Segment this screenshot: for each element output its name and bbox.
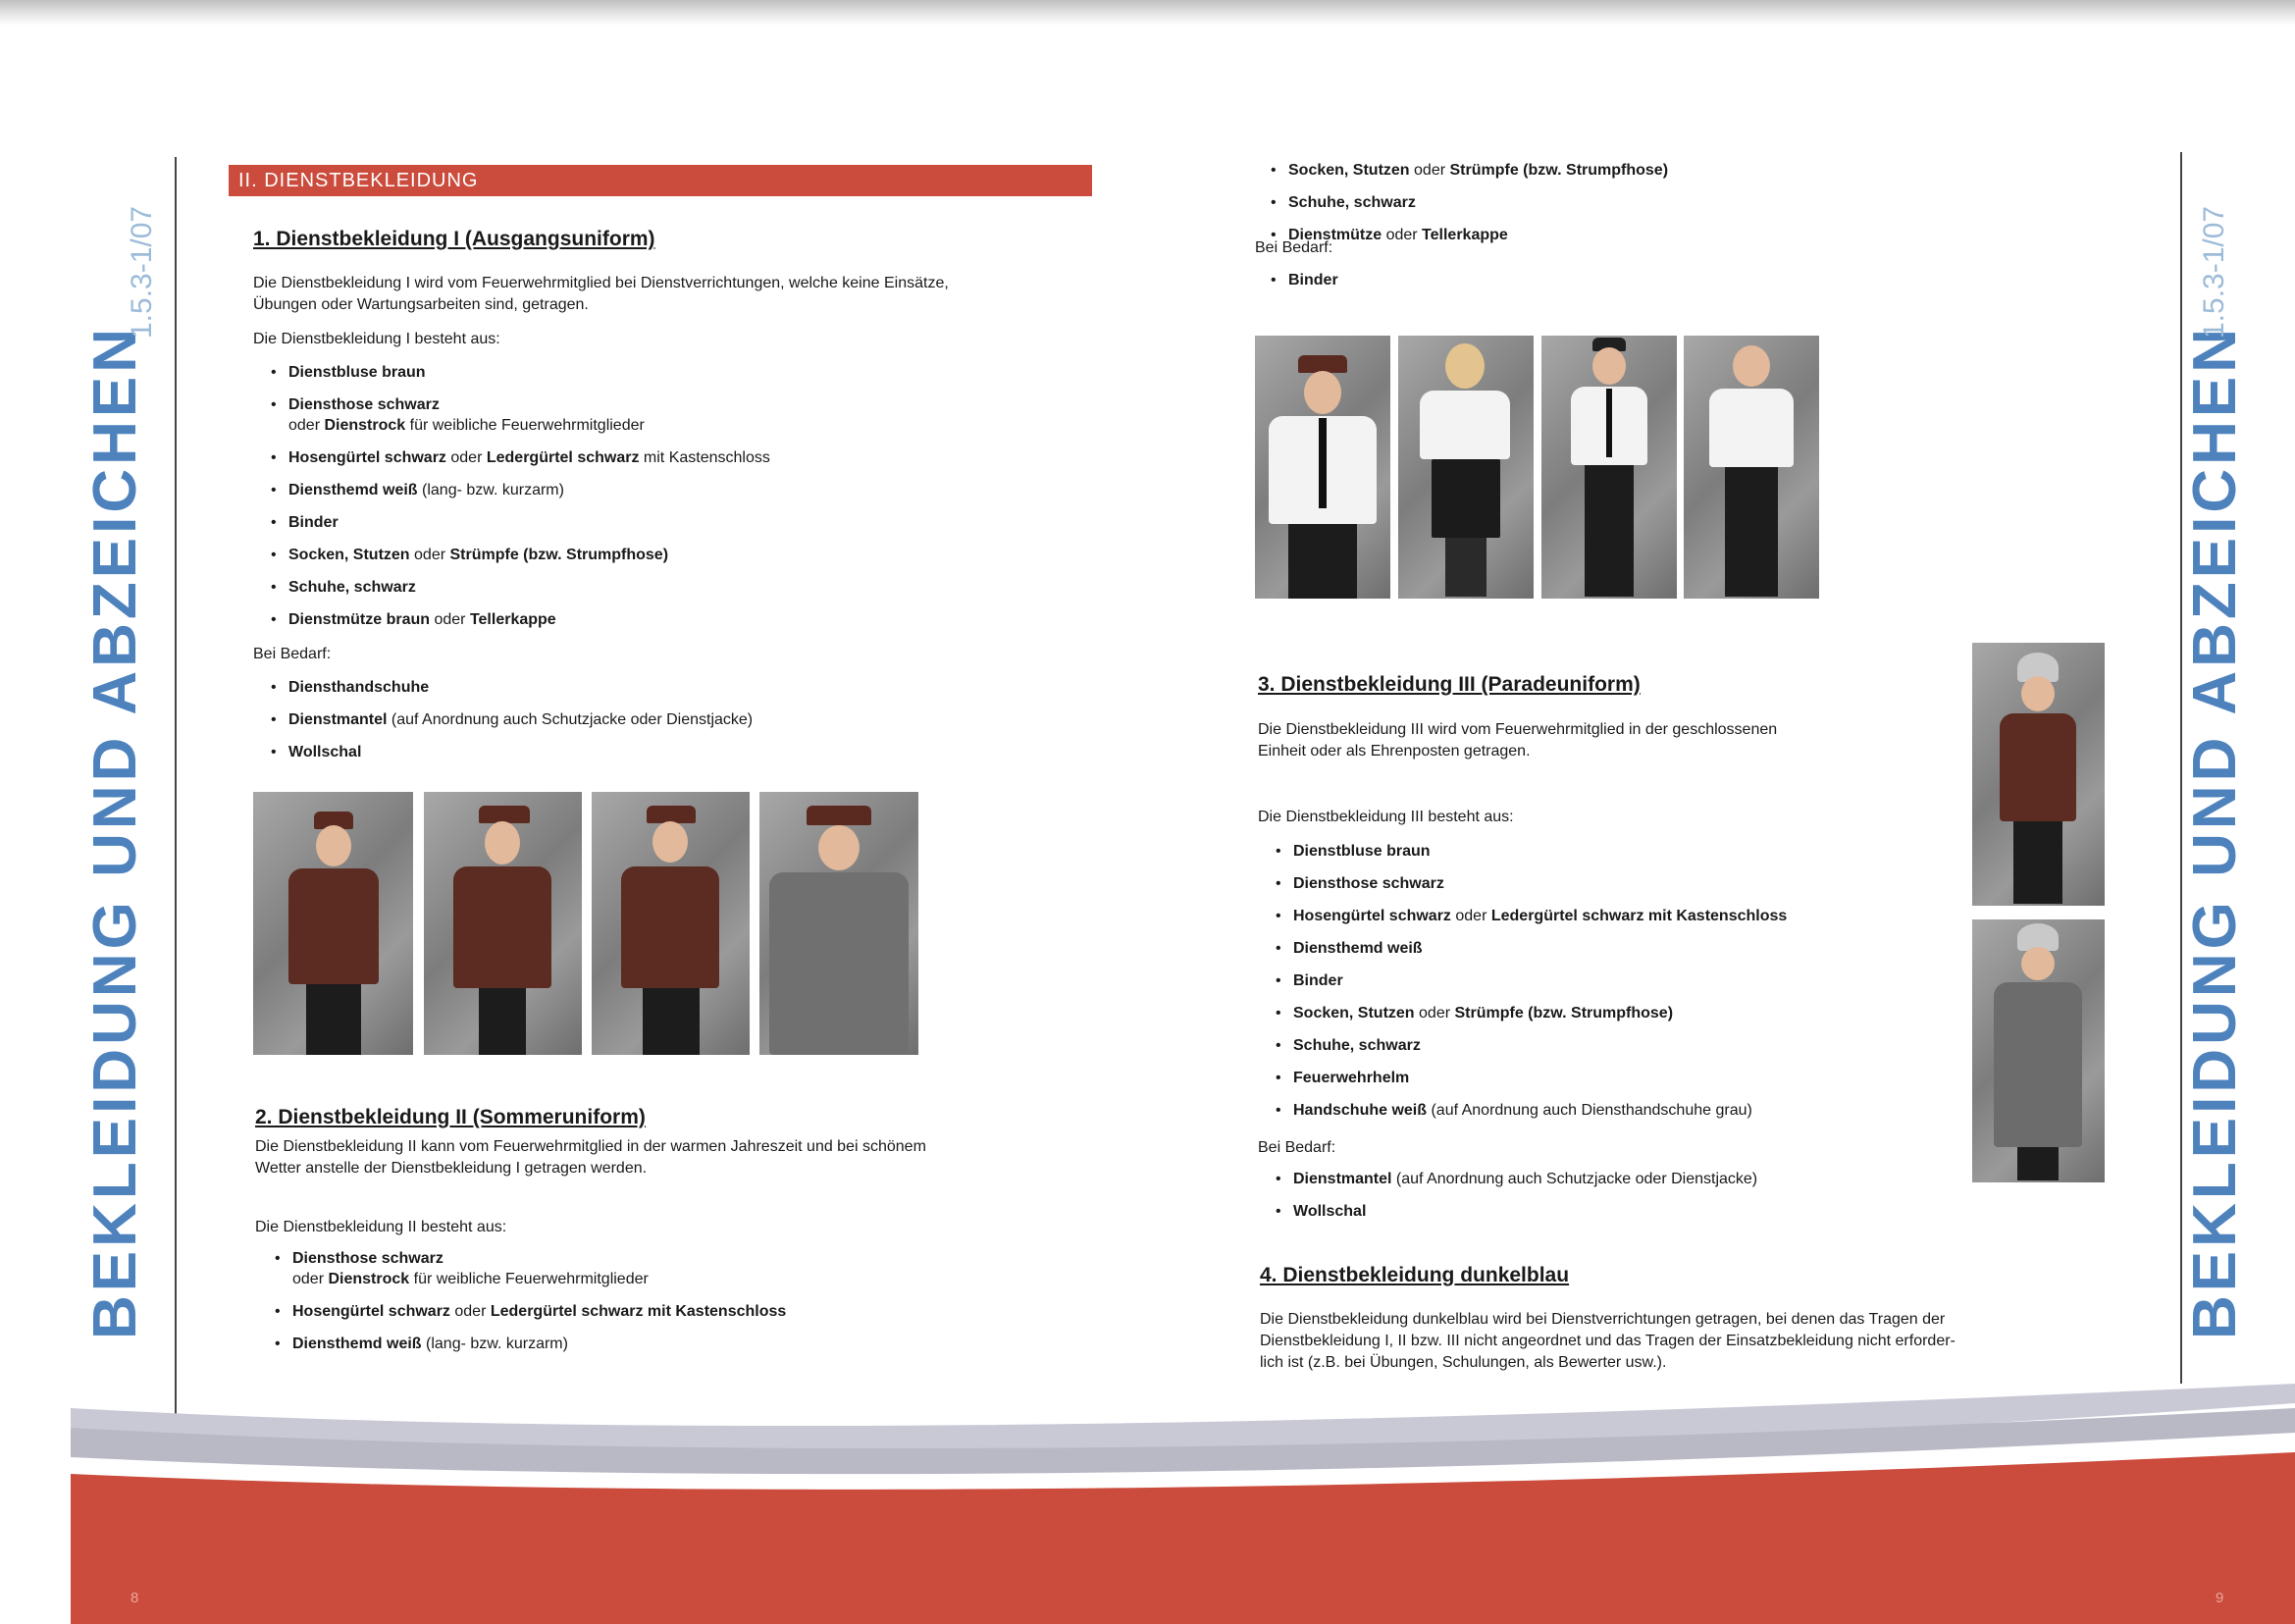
item-bold-text-2: Strümpfe (bzw. Strumpfhose)	[1449, 162, 1669, 179]
bedarf-label-0: Bei Bedarf:	[1255, 239, 1333, 256]
footer-wave	[0, 1354, 2295, 1624]
photo-parade-2	[1972, 919, 2105, 1182]
item-bold-text: Diensthose schwarz	[288, 396, 440, 413]
list-item	[1271, 225, 1957, 245]
item-text: oder	[1409, 162, 1450, 179]
item-text: für weibliche Feuerwehrmitglieder	[405, 417, 645, 434]
list-item	[271, 480, 1075, 500]
paragraph-5-line-1: Die Dienstbekleidung III wird vom Feuerwehrmitglied in der geschlossenen	[1258, 721, 1778, 738]
paragraph-5	[1258, 719, 1777, 762]
item-bold-text: Diensthemd weiß	[288, 482, 418, 498]
list-item	[1276, 938, 1962, 959]
paragraph-3	[255, 1136, 926, 1179]
paragraph-3-line-2: Wetter anstelle der Dienstbekleidung I getragen werden.	[255, 1160, 648, 1177]
list-dienstbekleidung-1	[271, 362, 1075, 642]
item-bold-text: Diensthandschuhe	[288, 679, 430, 696]
photo-summer-4	[1684, 336, 1819, 599]
photo-summer-3	[1541, 336, 1677, 599]
list-dienstbekleidung-3	[1276, 841, 1962, 1132]
list-bedarf-3	[1276, 1169, 1962, 1233]
item-text: (auf Anordnung auch Schutzjacke oder Dienstjacke)	[1391, 1171, 1758, 1187]
item-bold-text-2: Tellerkappe	[1422, 227, 1508, 243]
item-text: oder	[409, 547, 450, 563]
list-item	[1276, 970, 1962, 991]
item-bold-text: Socken, Stutzen	[1293, 1005, 1415, 1022]
figure	[253, 792, 413, 1055]
paragraph-1-line-1: Die Dienstbekleidung I wird vom Feuerwehrmitglied bei Dienstverrichtungen, welche keine Einsätze,	[253, 275, 949, 291]
paragraph-3-line-1: Die Dienstbekleidung II kann vom Feuerwehrmitglied in der warmen Jahreszeit und bei schönem	[255, 1138, 926, 1155]
item-bold-text-2: Ledergürtel schwarz mit Kastenschloss	[1490, 908, 1788, 924]
list-item	[1276, 1003, 1962, 1023]
item-bold-text: Dienstmütze braun	[288, 611, 431, 628]
item-text: oder	[1382, 227, 1423, 243]
paragraph-7-line-3: lich ist (z.B. bei Übungen, Schulungen, als Bewerter usw.).	[1260, 1354, 1667, 1371]
list-item	[271, 609, 1075, 630]
item-bold-text: Schuhe, schwarz	[288, 579, 416, 596]
item-bold-text: Diensthemd weiß	[1293, 940, 1423, 957]
item-text: für weibliche Feuerwehrmitglieder	[409, 1271, 649, 1287]
item-bold-text: Dienstbluse braun	[1293, 843, 1431, 860]
figure	[759, 792, 918, 1055]
paragraph-2: Die Dienstbekleidung I besteht aus:	[253, 331, 500, 347]
paragraph-6: Die Dienstbekleidung III besteht aus:	[1258, 809, 1514, 825]
item-text: oder	[1450, 908, 1491, 924]
list-bedarf-1	[271, 677, 1075, 774]
figure	[1972, 643, 2105, 906]
item-bold-text-2: Ledergürtel schwarz	[486, 449, 640, 466]
paragraph-1-line-2: Übungen oder Wartungsarbeiten sind, getragen.	[253, 296, 589, 313]
item-bold-text: Schuhe, schwarz	[1293, 1037, 1421, 1054]
item-bold-text: Dienstmütze	[1288, 227, 1382, 243]
page-number-left: 8	[130, 1590, 139, 1606]
item-bold-text: Dienstbluse braun	[288, 364, 426, 381]
item-text: oder	[1414, 1005, 1455, 1022]
item-bold-text: Dienstrock	[324, 417, 406, 434]
list-item	[1276, 1035, 1962, 1056]
list-right-top-bedarf	[1271, 270, 1957, 302]
list-item	[1276, 1169, 1962, 1189]
bedarf-label-3: Bei Bedarf:	[1258, 1139, 1336, 1156]
list-item	[1271, 192, 1957, 213]
list-item	[271, 577, 1075, 598]
list-item	[271, 709, 1075, 730]
item-bold-text: Binder	[1293, 972, 1343, 989]
item-text: (lang- bzw. kurzarm)	[417, 482, 564, 498]
item-bold-text: Feuerwehrhelm	[1293, 1070, 1410, 1086]
photo-uniform-4	[759, 792, 918, 1055]
list-item	[1276, 873, 1962, 894]
list-item	[1276, 1201, 1962, 1222]
list-item	[1271, 160, 1957, 181]
figure	[1541, 336, 1677, 599]
list-item	[271, 394, 1075, 436]
paragraph-7-line-1: Die Dienstbekleidung dunkelblau wird bei Dienstverrichtungen getragen, bei denen das Tragen der	[1260, 1311, 1946, 1328]
right-side-code: 1.5.3-1/07	[2198, 205, 2230, 339]
list-item	[271, 742, 1075, 762]
item-bold-text: Wollschal	[1293, 1203, 1367, 1220]
list-item	[271, 362, 1075, 383]
item-bold-text: Binder	[288, 514, 339, 531]
item-text: (auf Anordnung auch Schutzjacke oder Dienstjacke)	[387, 711, 754, 728]
list-item	[271, 447, 1075, 468]
item-bold-text: Diensthemd weiß	[292, 1336, 422, 1352]
photo-uniform-1	[253, 792, 413, 1055]
item-text-2: mit Kastenschloss	[639, 449, 770, 466]
list-item	[275, 1248, 1079, 1289]
item-bold-text: Dienstmantel	[1293, 1171, 1392, 1187]
item-text: (lang- bzw. kurzarm)	[421, 1336, 568, 1352]
paragraph-5-line-2: Einheit oder als Ehrenposten getragen.	[1258, 743, 1531, 760]
item-text: (auf Anordnung auch Diensthandschuhe grau)	[1427, 1102, 1752, 1119]
item-bold-text: Hosengürtel schwarz	[288, 449, 446, 466]
right-side-title: BEKLEIDUNG UND ABZEICHEN	[2181, 324, 2249, 1339]
photo-summer-2	[1398, 336, 1534, 599]
item-bold-text: Hosengürtel schwarz	[1293, 908, 1451, 924]
list-item	[271, 545, 1075, 565]
item-text: oder	[449, 1303, 491, 1320]
left-side-code: 1.5.3-1/07	[126, 205, 158, 339]
list-item	[1271, 270, 1957, 290]
bedarf-label-1: Bei Bedarf:	[253, 646, 332, 662]
photo-parade-1	[1972, 643, 2105, 906]
item-bold-text: Schuhe, schwarz	[1288, 194, 1416, 211]
item-bold-text: Binder	[1288, 272, 1338, 288]
item-bold-text-2: Strümpfe (bzw. Strumpfhose)	[1454, 1005, 1674, 1022]
list-item	[271, 512, 1075, 533]
figure	[1398, 336, 1534, 599]
item-bold-text: Socken, Stutzen	[1288, 162, 1410, 179]
list-item	[1276, 906, 1962, 926]
figure	[1255, 336, 1390, 599]
page-number-right: 9	[2216, 1590, 2224, 1606]
heading-dienstbekleidung-3: 3. Dienstbekleidung III (Paradeuniform)	[1258, 673, 1641, 696]
list-dienstbekleidung-2	[275, 1248, 1079, 1366]
photo-summer-1	[1255, 336, 1390, 599]
item-text: oder	[430, 611, 470, 628]
item-bold-text: Dienstmantel	[288, 711, 388, 728]
paragraph-1	[253, 273, 949, 316]
figure	[1972, 919, 2105, 1182]
paragraph-4: Die Dienstbekleidung II besteht aus:	[255, 1219, 507, 1235]
list-item	[275, 1334, 1079, 1354]
item-bold-text: Diensthose schwarz	[1293, 875, 1444, 892]
item-second-line	[292, 1269, 1079, 1289]
list-item	[1276, 1068, 1962, 1088]
figure	[592, 792, 750, 1055]
left-side-title: BEKLEIDUNG UND ABZEICHEN	[81, 324, 149, 1339]
figure	[1684, 336, 1819, 599]
list-item	[275, 1301, 1079, 1322]
item-second-line	[288, 415, 1075, 436]
scan-top-edge	[0, 0, 2295, 26]
item-text: oder	[445, 449, 487, 466]
photo-uniform-3	[592, 792, 750, 1055]
item-bold-text: Dienstrock	[328, 1271, 410, 1287]
item-bold-text-2: Strümpfe (bzw. Strumpfhose)	[449, 547, 669, 563]
item-bold-text-2: Tellerkappe	[469, 611, 556, 628]
heading-dienstbekleidung-1: 1. Dienstbekleidung I (Ausgangsuniform)	[253, 228, 655, 250]
item-text: oder	[288, 417, 325, 434]
left-margin-rule	[175, 157, 177, 1457]
item-bold-text: Hosengürtel schwarz	[292, 1303, 450, 1320]
figure	[424, 792, 582, 1055]
list-item	[1276, 841, 1962, 862]
section-heading-bar: II. DIENSTBEKLEIDUNG	[229, 165, 1092, 196]
heading-dienstbekleidung-4: 4. Dienstbekleidung dunkelblau	[1260, 1264, 1570, 1286]
item-bold-text: Socken, Stutzen	[288, 547, 410, 563]
list-item	[1276, 1100, 1962, 1121]
paragraph-7-line-2: Dienstbekleidung I, II bzw. III nicht angeordnet und das Tragen der Einsatzbekleidung nicht erforder-	[1260, 1333, 1956, 1349]
item-text: oder	[292, 1271, 329, 1287]
item-bold-text-2: Ledergürtel schwarz mit Kastenschloss	[490, 1303, 787, 1320]
list-item	[271, 677, 1075, 698]
item-bold-text: Diensthose schwarz	[292, 1250, 443, 1267]
photo-uniform-2	[424, 792, 582, 1055]
list-right-top	[1271, 160, 1957, 257]
item-bold-text: Wollschal	[288, 744, 362, 760]
item-bold-text: Handschuhe weiß	[1293, 1102, 1428, 1119]
heading-dienstbekleidung-2: 2. Dienstbekleidung II (Sommeruniform)	[255, 1106, 646, 1128]
